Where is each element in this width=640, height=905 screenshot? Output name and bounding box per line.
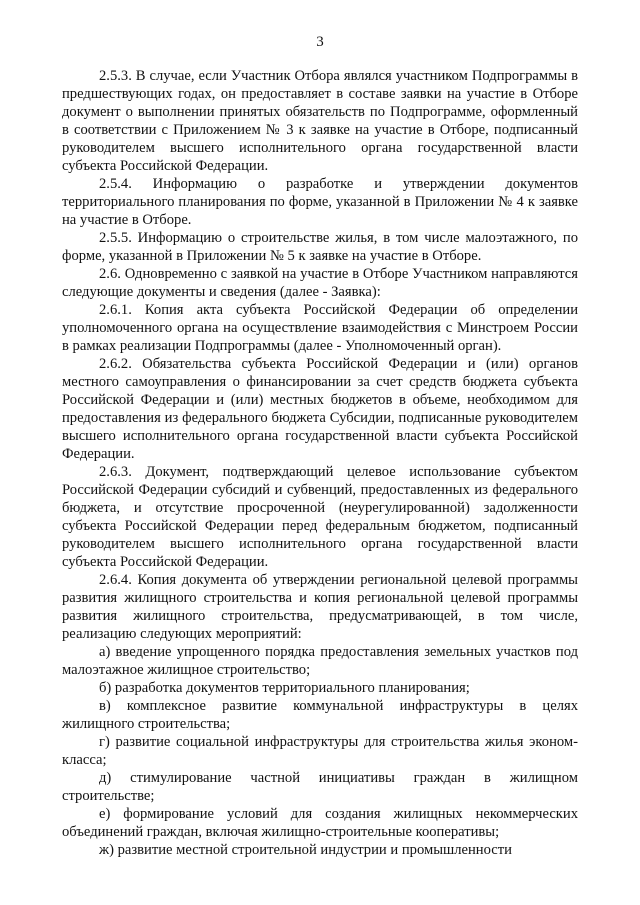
paragraph-2-5-4: 2.5.4. Информацию о разработке и утверждении документов территориального планирования по форме, указанной в Приложении № 4 к заявке на участие в Отборе.: [62, 176, 578, 228]
paragraph-2-6-4: 2.6.4. Копия документа об утверждении региональной целевой программы развития жилищного строительства и копия региональной целевой программы развития жилищного строительства, предусматривающей, в том числе, реализацию следующих мероприятий:: [62, 572, 578, 642]
list-item-g: г) развитие социальной инфраструктуры для строительства жилья эконом-класса;: [62, 734, 578, 768]
list-item-zh: ж) развитие местной строительной индустрии и промышленности: [99, 842, 512, 858]
list-item-v: в) комплексное развитие коммунальной инфраструктуры в целях жилищного строительства;: [62, 698, 578, 732]
document-body: [62, 67, 578, 859]
list-item-d: д) стимулирование частной инициативы граждан в жилищном строительстве;: [62, 770, 578, 804]
paragraph-2-5-3: 2.5.3. В случае, если Участник Отбора являлся участником Подпрограммы в предшествующих годах, он предоставляет в составе заявки на участие в Отборе документ о выполнении принятых обязательств по Подпрограмме, оформленный в соответствии с Приложением № 3 к заявке на участие в Отборе, подписанный руководителем высшего исполнительного органа государственной власти субъекта Российской Федерации.: [62, 68, 578, 174]
list-item-a: а) введение упрощенного порядка предоставления земельных участков под малоэтажное жилищное строительство;: [62, 644, 578, 678]
list-item-b: б) разработка документов территориального планирования;: [99, 680, 470, 696]
list-item-e: е) формирование условий для создания жилищных некоммерческих объединений граждан, включая жилищно-строительные кооперативы;: [62, 806, 578, 840]
paragraph-2-5-5: 2.5.5. Информацию о строительстве жилья, в том числе малоэтажного, по форме, указанной в Приложении № 5 к заявке на участие в Отборе.: [62, 230, 578, 264]
paragraph-2-6-1: 2.6.1. Копия акта субъекта Российской Федерации об определении уполномоченного органа на осуществление взаимодействия с Минстроем России в рамках реализации Подпрограммы (далее - Уполномоченный орган).: [62, 302, 578, 354]
page-number: 3: [316, 34, 324, 50]
paragraph-2-6: 2.6. Одновременно с заявкой на участие в Отборе Участником направляются следующие документы и сведения (далее - Заявка):: [62, 266, 578, 300]
paragraph-2-6-2: 2.6.2. Обязательства субъекта Российской Федерации и (или) органов местного самоуправления о финансировании за счет средств бюджета субъекта Российской Федерации и (или) местных бюджетов в объеме, необходимом для предоставления из федерального бюджета Субсидии, подписанные руководителем высшего исполнительного органа государственной власти субъекта Российской Федерации.: [62, 356, 578, 462]
paragraph-2-6-3: 2.6.3. Документ, подтверждающий целевое использование субъектом Российской Федерации субсидий и субвенций, предоставленных из федерального бюджета, и отсутствие просроченной (неурегулированной) задолженности субъекта Российской Федерации перед федеральным бюджетом, подписанный руководителем высшего исполнительного органа государственной власти субъекта Российской Федерации.: [62, 464, 578, 570]
